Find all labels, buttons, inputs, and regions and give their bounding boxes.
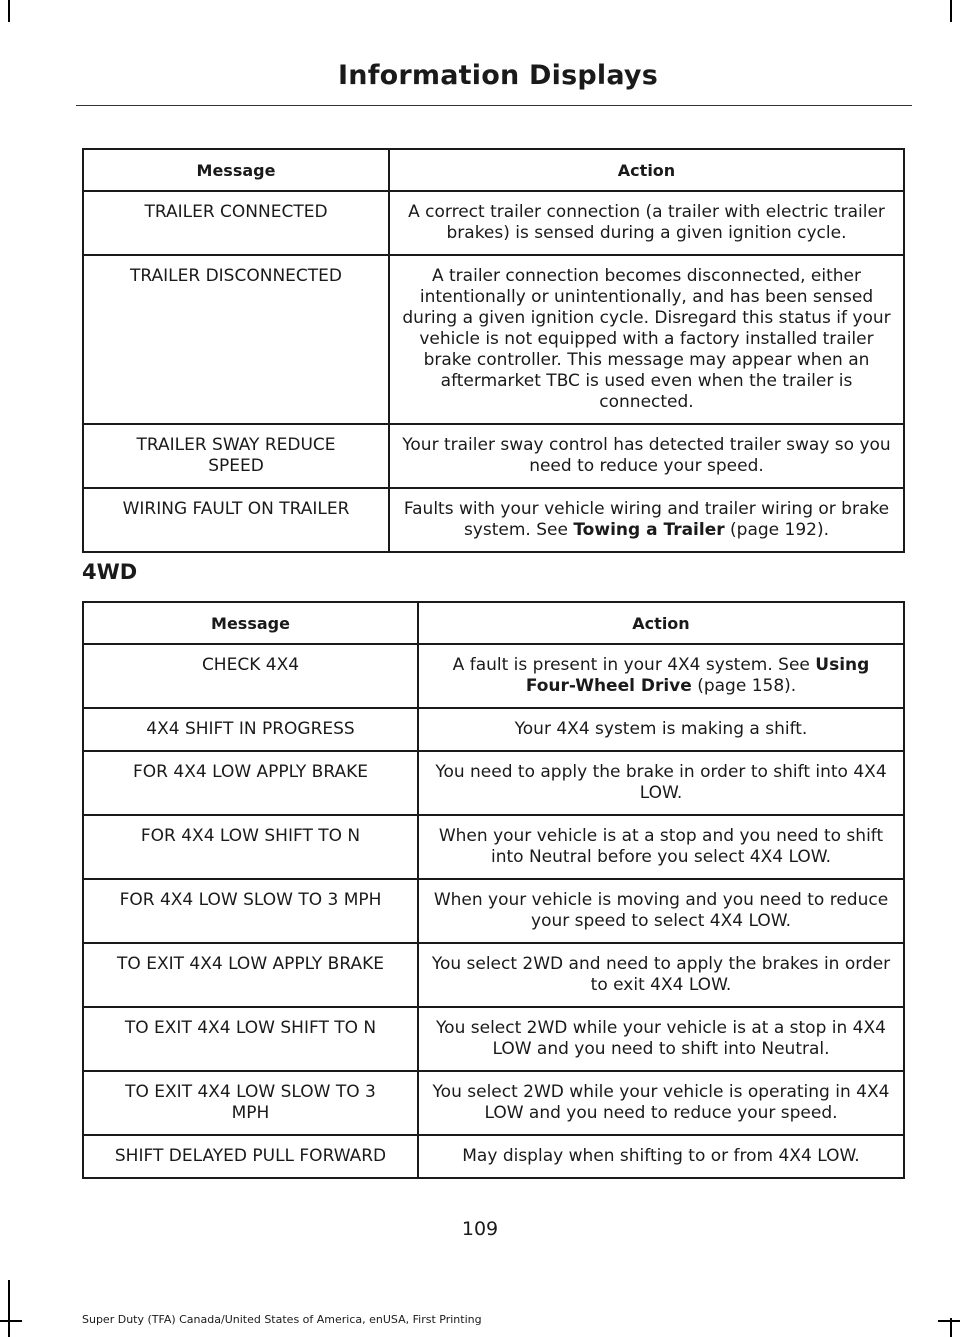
action-cell: Your 4X4 system is making a shift. (418, 708, 904, 751)
table-row (83, 424, 904, 488)
action-cell: A correct trailer connection (a trailer with electric trailer brakes) is sensed during a given ignition cycle. (389, 191, 904, 255)
table-row (83, 255, 904, 424)
message-cell: SHIFT DELAYED PULL FORWARD (83, 1135, 418, 1178)
message-cell: WIRING FAULT ON TRAILER (83, 488, 389, 552)
trailer-messages-table (82, 148, 905, 553)
table-row (83, 708, 904, 751)
column-header-message: Message (83, 149, 389, 191)
action-text: Faults with your vehicle wiring and trailer wiring or brake system. See (403, 499, 890, 540)
table-row (83, 815, 904, 879)
table-row (83, 879, 904, 943)
table-header-row (83, 602, 904, 644)
table-header-row (83, 149, 904, 191)
action-cell: Your trailer sway control has detected trailer sway so you need to reduce your speed. (389, 424, 904, 488)
message-cell: TO EXIT 4X4 LOW SLOW TO 3 MPH (83, 1071, 418, 1135)
column-header-action: Action (389, 149, 904, 191)
column-header-message: Message (83, 602, 418, 644)
message-cell: CHECK 4X4 (83, 644, 418, 708)
action-cell: When your vehicle is at a stop and you need to shift into Neutral before you select 4X4 LOW. (418, 815, 904, 879)
crop-mark-top-left (8, 0, 10, 22)
action-cell: When your vehicle is moving and you need to reduce your speed to select 4X4 LOW. (418, 879, 904, 943)
action-text: A fault is present in your 4X4 system. See (452, 655, 816, 675)
table-row (83, 751, 904, 815)
message-cell: TRAILER CONNECTED (83, 191, 389, 255)
action-cell: You select 2WD while your vehicle is at a stop in 4X4 LOW and you need to shift into Neutral. (418, 1007, 904, 1071)
message-cell: TO EXIT 4X4 LOW APPLY BRAKE (83, 943, 418, 1007)
page-number: 109 (461, 1218, 499, 1240)
action-cell: May display when shifting to or from 4X4 LOW. (418, 1135, 904, 1178)
message-cell: TO EXIT 4X4 LOW SHIFT TO N (83, 1007, 418, 1071)
table-row (83, 191, 904, 255)
cross-reference-link[interactable]: Using Four-Wheel Drive (525, 655, 870, 696)
message-cell: FOR 4X4 LOW APPLY BRAKE (83, 751, 418, 815)
section-heading-4wd: 4WD (82, 560, 138, 584)
table-row (83, 488, 904, 552)
action-cell: You select 2WD and need to apply the brakes in order to exit 4X4 LOW. (418, 943, 904, 1007)
action-cell: A trailer connection becomes disconnected, either intentionally or unintentionally, and has been sensed during a given ignition cycle. Disregard this status if your vehicle is not equipped with a factory installed trailer brake controller. This message may appear when an aftermarket TBC is used even when the trailer is connected. (389, 255, 904, 424)
action-cell: You need to apply the brake in order to shift into 4X4 LOW. (418, 751, 904, 815)
edition-footer: Super Duty (TFA) Canada/United States of America, enUSA, First Printing (82, 1313, 482, 1326)
4wd-messages-table (82, 601, 905, 1179)
action-cell (389, 488, 904, 552)
table-row (83, 1071, 904, 1135)
table-row (83, 1007, 904, 1071)
message-cell: TRAILER SWAY REDUCE SPEED (83, 424, 389, 488)
crop-mark-bottom-left-h (0, 1320, 22, 1322)
page-reference: (page 158). (691, 676, 797, 696)
crop-mark-bottom-right-h (938, 1320, 960, 1322)
message-cell: FOR 4X4 LOW SHIFT TO N (83, 815, 418, 879)
page-reference: (page 192). (724, 520, 830, 540)
cross-reference-link[interactable]: Towing a Trailer (573, 520, 725, 540)
message-cell: FOR 4X4 LOW SLOW TO 3 MPH (83, 879, 418, 943)
message-cell: TRAILER DISCONNECTED (83, 255, 389, 424)
action-cell: You select 2WD while your vehicle is operating in 4X4 LOW and you need to reduce your speed. (418, 1071, 904, 1135)
message-cell: 4X4 SHIFT IN PROGRESS (83, 708, 418, 751)
table-row (83, 644, 904, 708)
column-header-action: Action (418, 602, 904, 644)
crop-mark-bottom-left (8, 1280, 10, 1337)
table-row (83, 1135, 904, 1178)
table-row (83, 943, 904, 1007)
action-cell (418, 644, 904, 708)
crop-mark-top-right (950, 0, 952, 22)
title-divider (76, 105, 912, 106)
page-title: Information Displays (338, 60, 658, 91)
